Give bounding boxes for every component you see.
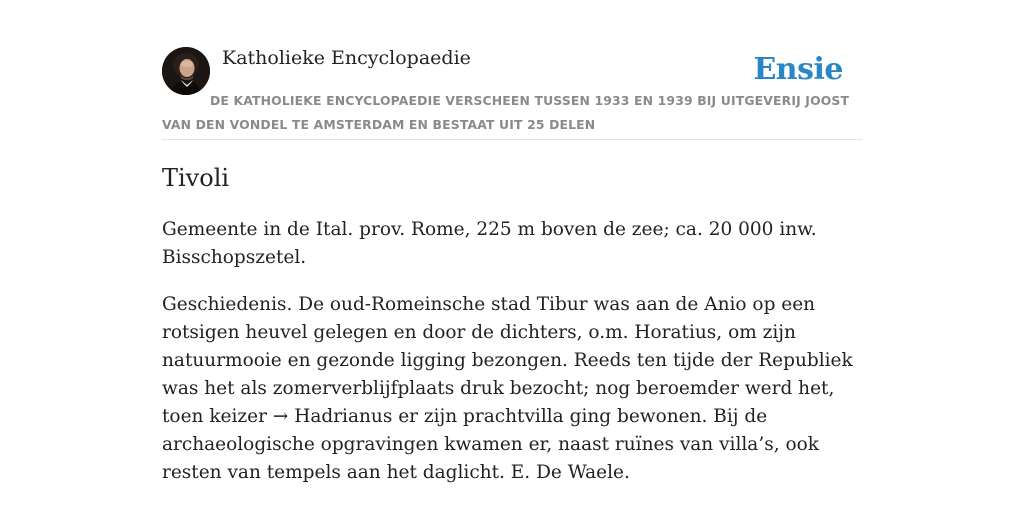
entry-body [162, 216, 862, 506]
brand-logo[interactable]: Ensie [753, 52, 843, 87]
entry-title: Tivoli [162, 164, 230, 192]
source-description: DE KATHOLIEKE ENCYCLOPAEDIE VERSCHEEN TUSSEN 1933 EN 1939 BIJ UITGEVERIJ JOOST VAN DEN VONDEL TE AMSTERDAM EN BESTAAT UIT 25 DELEN [162, 93, 850, 132]
entry-paragraph: Geschiedenis. De oud-Romeinsche stad Tibur was aan de Anio op een rotsigen heuvel gelegen en door de dichters, o.m. Horatius, om zijn natuurmooie en gezonde ligging bezongen. Reeds ten tijde der Republiek was het als zomerverblijfplaats druk bezocht; nog beroemder werd het, toen keizer → Hadrianus er zijn prachtvilla ging bewonen. Bij de archaeologische opgravingen kwamen er, naast ruïnes van villa’s, ook resten van tempels aan het daglicht. E. De Waele. [162, 294, 853, 483]
header-divider [162, 139, 862, 140]
entry-paragraph: Gemeente in de Ital. prov. Rome, 225 m boven de zee; ca. 20 000 inw. Bisschopszetel. [162, 219, 817, 268]
portrait-icon[interactable] [162, 47, 210, 95]
portrait-image [162, 47, 210, 95]
source-title[interactable]: Katholieke Encyclopaedie [222, 47, 471, 69]
